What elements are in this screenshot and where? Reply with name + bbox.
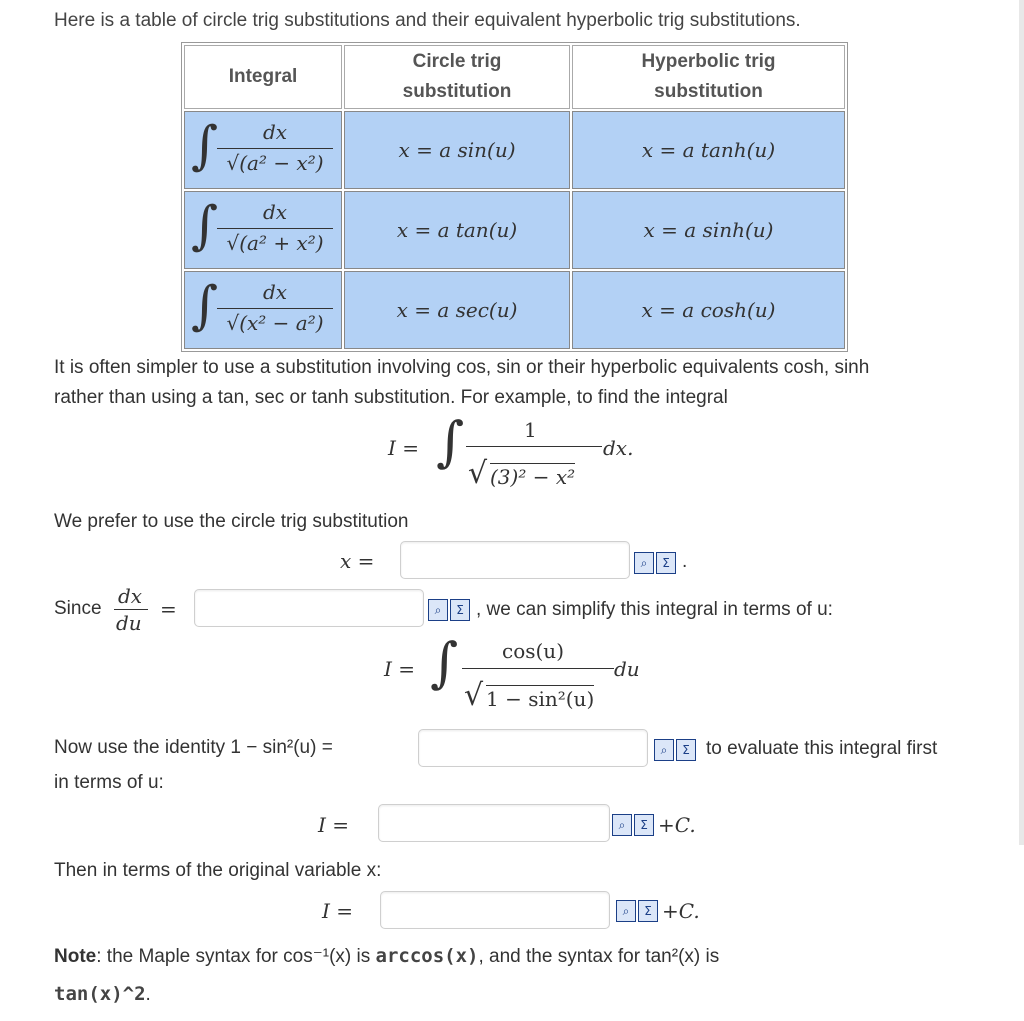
note-line1 bbox=[54, 945, 719, 968]
integral1-fraction-bar bbox=[466, 446, 602, 447]
preview-icon[interactable]: ⌕ bbox=[612, 814, 632, 836]
circle-sub-cell: x = a sin(u) bbox=[344, 111, 570, 189]
hyperbolic-sub-cell: x = a sinh(u) bbox=[572, 191, 845, 269]
header-hyperbolic-line2: substitution bbox=[654, 81, 763, 102]
substitution-input[interactable] bbox=[400, 541, 630, 579]
note-text2: , and the syntax for tan²(x) is bbox=[478, 946, 720, 967]
preview-icon[interactable]: ⌕ bbox=[634, 552, 654, 574]
integral1-denominator: (3)² − x² bbox=[490, 465, 576, 489]
integral-fraction bbox=[217, 120, 333, 175]
integral2-lhs: I = bbox=[384, 657, 416, 681]
preview-icon[interactable]: ⌕ bbox=[616, 900, 636, 922]
integral2-fraction-bar bbox=[462, 668, 614, 669]
x-eq-tail: . bbox=[682, 551, 688, 572]
integral2-tail: du bbox=[614, 657, 640, 681]
integral-denominator: √(a² + x²) bbox=[226, 231, 324, 255]
header-hyperbolic bbox=[572, 45, 845, 109]
result-u-tail: +C. bbox=[658, 813, 696, 837]
then-text: Then in terms of the original variable x: bbox=[54, 860, 382, 881]
result-x-input[interactable] bbox=[380, 891, 610, 929]
integral-symbol: ∫ bbox=[191, 276, 219, 336]
integral-fraction bbox=[217, 200, 333, 255]
integral1-symbol: ∫ bbox=[436, 410, 465, 473]
since-suffix: , we can simplify this integral in terms of u: bbox=[476, 599, 833, 620]
note-text1: : the Maple syntax for cos⁻¹(x) is bbox=[96, 946, 376, 967]
hyperbolic-sub-cell: x = a cosh(u) bbox=[572, 271, 845, 349]
since-prefix: Since bbox=[54, 598, 102, 619]
intro-text: Here is a table of circle trig substitutions and their equivalent hyperbolic trig substitutions. bbox=[54, 10, 801, 31]
equation-editor-icon[interactable]: Σ bbox=[638, 900, 658, 922]
result-x-tail: +C. bbox=[662, 899, 700, 923]
integral2-sqrt-icon: √ bbox=[464, 678, 484, 713]
integral-numerator: dx bbox=[217, 120, 333, 149]
integral2-symbol: ∫ bbox=[430, 631, 459, 694]
identity-input[interactable] bbox=[418, 729, 648, 767]
dxdu-icons bbox=[428, 599, 472, 623]
integral-cell bbox=[184, 191, 342, 269]
integral-denominator: √(x² − a²) bbox=[226, 311, 324, 335]
identity-suffix: to evaluate this integral first bbox=[706, 738, 938, 759]
circle-sub-cell: x = a tan(u) bbox=[344, 191, 570, 269]
integral-symbol: ∫ bbox=[191, 116, 219, 176]
note-code-tan2: tan(x)^2 bbox=[54, 983, 146, 1005]
identity-icons bbox=[654, 739, 698, 763]
paragraph-line-1: It is often simpler to use a substitution involving cos, sin or their hyperbolic equivalents cosh, sinh bbox=[54, 357, 870, 378]
identity-prefix: Now use the identity 1 − sin²(u) = bbox=[54, 737, 333, 758]
note-text3: . bbox=[145, 984, 151, 1005]
equation-editor-icon[interactable]: Σ bbox=[676, 739, 696, 761]
note-code-arccos: arccos(x) bbox=[375, 945, 479, 967]
preview-icon[interactable]: ⌕ bbox=[654, 739, 674, 761]
result-u-lhs: I = bbox=[318, 813, 350, 837]
integral-fraction bbox=[217, 280, 333, 335]
header-integral: Integral bbox=[184, 45, 342, 109]
equation-editor-icon[interactable]: Σ bbox=[656, 552, 676, 574]
since-fraction-bar bbox=[114, 609, 148, 610]
integral-cell bbox=[184, 111, 342, 189]
x-eq-label: x = bbox=[340, 549, 375, 573]
paragraph-line-2: rather than using a tan, sec or tanh substitution. For example, to find the integral bbox=[54, 387, 728, 408]
dxdu-input[interactable] bbox=[194, 589, 424, 627]
hyperbolic-sub-cell: x = a tanh(u) bbox=[572, 111, 845, 189]
equation-editor-icon[interactable]: Σ bbox=[634, 814, 654, 836]
integral-cell bbox=[184, 271, 342, 349]
header-circle bbox=[344, 45, 570, 109]
integral-numerator: dx bbox=[217, 280, 333, 309]
note-label: Note bbox=[54, 946, 97, 967]
prefer-text: We prefer to use the circle trig substitution bbox=[54, 511, 409, 532]
preview-icon[interactable]: ⌕ bbox=[428, 599, 448, 621]
since-numerator: dx bbox=[118, 584, 143, 608]
header-hyperbolic-line1: Hyperbolic trig bbox=[641, 51, 776, 72]
integral1-numerator: 1 bbox=[524, 418, 537, 442]
since-denominator: du bbox=[116, 611, 142, 635]
equation-editor-icon[interactable]: Σ bbox=[450, 599, 470, 621]
result-x-icons bbox=[616, 900, 660, 924]
note-line2 bbox=[54, 983, 151, 1006]
result-x-lhs: I = bbox=[322, 899, 354, 923]
integral1-lhs: I = bbox=[388, 436, 420, 460]
integral-symbol: ∫ bbox=[191, 196, 219, 256]
integral1-sqrt-icon: √ bbox=[468, 456, 488, 491]
integral2-numerator: cos(u) bbox=[502, 639, 564, 663]
right-frame-edge bbox=[1019, 0, 1024, 845]
since-eq: = bbox=[160, 597, 177, 621]
identity-line2: in terms of u: bbox=[54, 772, 164, 793]
header-circle-line1: Circle trig bbox=[412, 51, 502, 72]
table-row bbox=[184, 191, 845, 269]
header-circle-line2: substitution bbox=[402, 81, 512, 102]
table-row bbox=[184, 111, 845, 189]
integral-denominator: √(a² − x²) bbox=[226, 151, 324, 175]
integral1-tail: dx. bbox=[603, 436, 634, 460]
integral-numerator: dx bbox=[217, 200, 333, 229]
substitution-icons bbox=[634, 552, 678, 576]
result-u-icons bbox=[612, 814, 656, 838]
integral2-denominator: 1 − sin²(u) bbox=[486, 687, 595, 711]
substitution-table bbox=[181, 42, 848, 352]
circle-sub-cell: x = a sec(u) bbox=[344, 271, 570, 349]
result-u-input[interactable] bbox=[378, 804, 610, 842]
table-row bbox=[184, 271, 845, 349]
table-header-row bbox=[184, 45, 845, 109]
